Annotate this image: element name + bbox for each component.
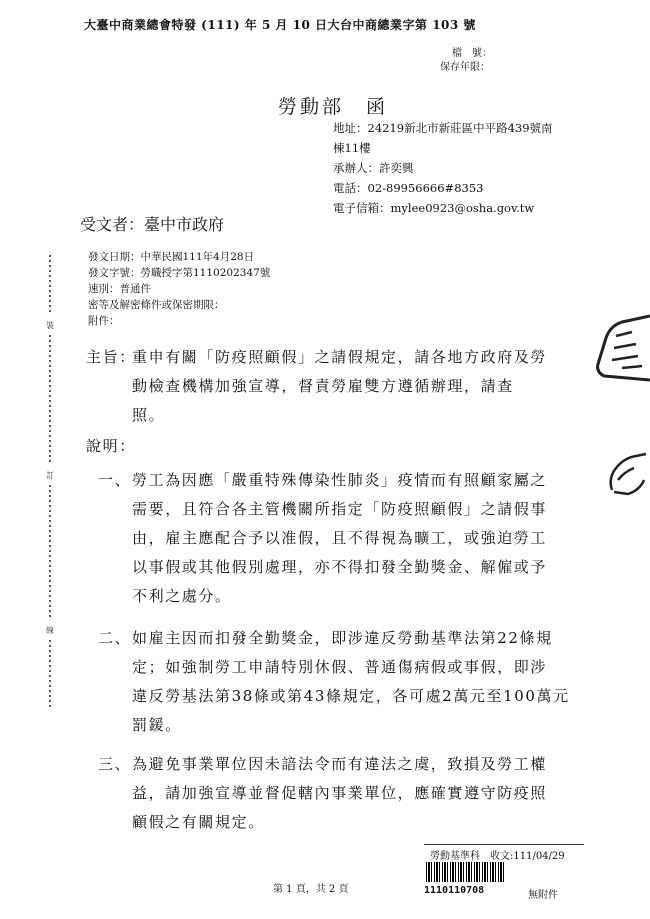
document-number: 發文字號：勞職授字第1110202347號 — [88, 267, 271, 279]
sender-address-line1: 地址：24219新北市新莊區中平路439號南 — [333, 121, 553, 135]
attachment-status: 無附件 — [528, 890, 558, 901]
sender-contact: 承辦人：許奕興 — [333, 161, 414, 175]
subject-text — [132, 343, 547, 430]
sender-email: 電子信箱：mylee0923@osha.gov.tw — [333, 201, 535, 215]
item-number: 三、 — [98, 755, 132, 773]
subject-label: 主旨： — [86, 348, 136, 366]
item-line: 為避免事業單位因未諳法令而有違法之虞，致損及勞工權 — [132, 755, 548, 773]
sender-address-line2: 棟11樓 — [333, 141, 371, 155]
retention-period-label: 保存年限： — [440, 62, 490, 73]
recipient: 受文者：臺中市政府 — [80, 215, 225, 234]
item-line: 違反勞基法第38條或第43條規定，各可處2萬元至100萬元 — [132, 687, 570, 705]
subject-line: 照。 — [132, 406, 166, 424]
binding-dotted-line — [49, 255, 51, 315]
item-number: 一、 — [98, 471, 132, 489]
barcode-number: 1110110708 — [424, 885, 485, 896]
subject-line: 重申有關「防疫照顧假」之請假規定，請各地方政府及勞 — [132, 348, 548, 366]
sender-phone: 電話：02-89956666#8353 — [333, 181, 484, 195]
receipt-info: 勞動基準科 收文:111/04/29 — [430, 851, 565, 862]
scan-mark-icon — [606, 450, 650, 498]
item-line: 益，請加強宣導並督促轄內事業單位，應確實遵守防疫照 — [132, 784, 548, 802]
attachment-label: 附件： — [88, 315, 120, 327]
document-title: 勞動部 函 — [278, 96, 389, 118]
item-line: 定；如強制勞工申請特別休假、普通傷病假或事假，即涉 — [132, 658, 548, 676]
line-mark: 線 — [46, 626, 54, 635]
explanation-item-1 — [132, 466, 547, 611]
item-number: 二、 — [98, 629, 132, 647]
receipt-stamp: 大臺中商業總會特發 (111) 年 5 月 10 日大台中商總業字第 103 號 — [84, 18, 476, 32]
sender-block — [333, 118, 553, 218]
explanation-item-3 — [132, 750, 547, 837]
document-meta — [88, 249, 270, 329]
item-line: 需要，且符合各主管機關所指定「防疫照顧假」之請假事 — [132, 500, 548, 518]
item-line: 顧假之有關規定。 — [132, 813, 265, 831]
item-line: 罰鍰。 — [132, 716, 182, 734]
issue-date: 發文日期：中華民國111年4月28日 — [88, 251, 255, 263]
page-number: 第 1 頁，共 2 頁 — [273, 884, 349, 895]
order-mark: 訂 — [46, 471, 54, 480]
receipt-divider — [424, 844, 584, 845]
partial-seal-icon — [592, 312, 650, 382]
security-level: 密等及解密條件或保密期限： — [88, 299, 225, 311]
subject-line: 動檢查機構加強宣導，督責勞雇雙方遵循辦理，請查 — [132, 377, 514, 395]
file-number-label: 檔 號： — [452, 48, 492, 59]
binding-dotted-line — [49, 485, 51, 620]
barcode-icon — [426, 862, 504, 882]
binding-mark: 裝 — [46, 321, 54, 330]
item-line: 由，雇主應配合予以准假，且不得視為曠工，或強迫勞工 — [132, 529, 548, 547]
item-line: 以事假或其他假別處理，亦不得扣發全勤獎金、解僱或予 — [132, 558, 548, 576]
binding-dotted-line — [49, 640, 51, 710]
explanation-item-2 — [132, 624, 570, 740]
item-line: 勞工為因應「嚴重特殊傳染性肺炎」疫情而有照顧家屬之 — [132, 471, 548, 489]
binding-dotted-line — [49, 335, 51, 465]
item-line: 不利之處分。 — [132, 587, 232, 605]
explanation-label: 說明： — [86, 437, 136, 455]
speed-class: 速別：普通件 — [88, 283, 151, 295]
item-line: 如雇主因而扣發全勤獎金，即涉違反勞動基準法第22條規 — [132, 629, 553, 647]
